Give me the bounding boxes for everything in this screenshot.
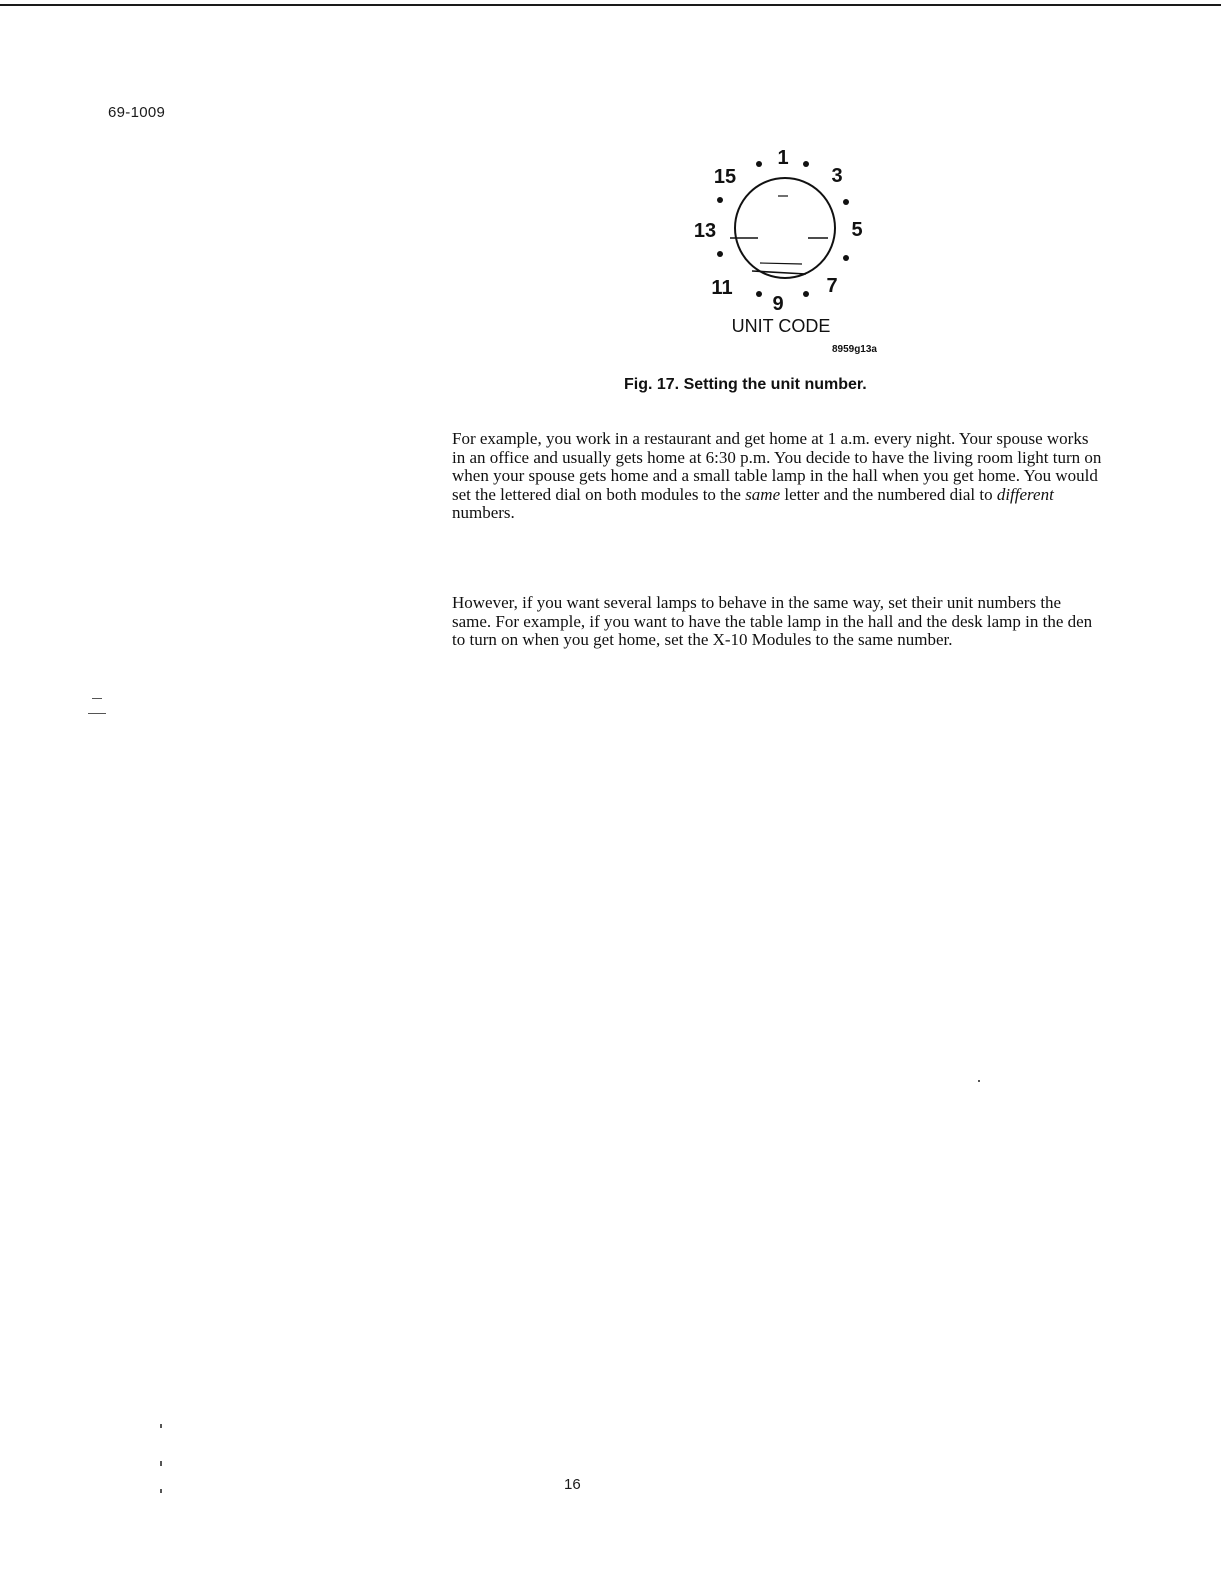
dial-number-15: 15 (713, 166, 737, 188)
dial-number-7: 7 (826, 275, 838, 297)
paragraph-1-emphasis-same: same (745, 484, 781, 504)
top-rule (0, 4, 1221, 6)
figure-code-graphic (800, 340, 880, 356)
paragraph-1-text-a: For example, you work in a restaurant and get home at 1 a.m. every night. Your spouse works in an office and usually gets home at 6:30 p.m. You decide to have the living room light turn on when your spouse gets home and a small table lamp in the hall when you get home. You would set the lettered dial on both modules to the (452, 429, 1102, 504)
dial-number-5: 5 (851, 219, 863, 241)
dial-pointer-edge (760, 263, 802, 264)
dial-dot (756, 161, 762, 167)
body-paragraph-2: However, if you want several lamps to behave in the same way, set their unit numbers the same. For example, if you want to have the table lamp in the hall and the desk lamp in the den to turn on when you get home, set the X-10 Modules to the same number. (452, 593, 1093, 650)
unit-code-label: UNIT CODE (731, 316, 831, 336)
document-number: 69-1009 (108, 104, 166, 121)
dial-dot (717, 251, 723, 257)
paragraph-1-text-c: numbers. (452, 503, 515, 523)
dial-dot (756, 291, 762, 297)
page-number: 16 (564, 1476, 581, 1493)
dial-dot (843, 199, 849, 205)
scan-artifact (92, 698, 102, 699)
dial-number-11: 11 (711, 277, 733, 299)
dial-number-3: 3 (831, 165, 843, 187)
scan-artifact (160, 1424, 162, 1428)
dial-number-1: 1 (777, 147, 789, 169)
body-paragraph-1 (452, 430, 1102, 523)
paragraph-1-text-b: letter and the numbered dial to (780, 484, 997, 504)
figure-caption: Fig. 17. Setting the unit number. (624, 376, 867, 393)
paragraph-1-emphasis-different: different (996, 484, 1054, 504)
dial-number-13: 13 (693, 220, 717, 242)
dial-dot (843, 255, 849, 261)
unit-code-dial-figure (680, 138, 890, 338)
scan-artifact (88, 713, 106, 714)
dial-dot (803, 161, 809, 167)
scan-artifact (160, 1461, 162, 1466)
dial-dot (803, 291, 809, 297)
scan-artifact (978, 1080, 980, 1082)
dial-number-9: 9 (772, 293, 784, 315)
dial-dot (717, 197, 723, 203)
unit-code-dial-graphic (680, 138, 890, 338)
figure-code: 8959g13a (831, 344, 877, 355)
scan-artifact (160, 1489, 162, 1493)
